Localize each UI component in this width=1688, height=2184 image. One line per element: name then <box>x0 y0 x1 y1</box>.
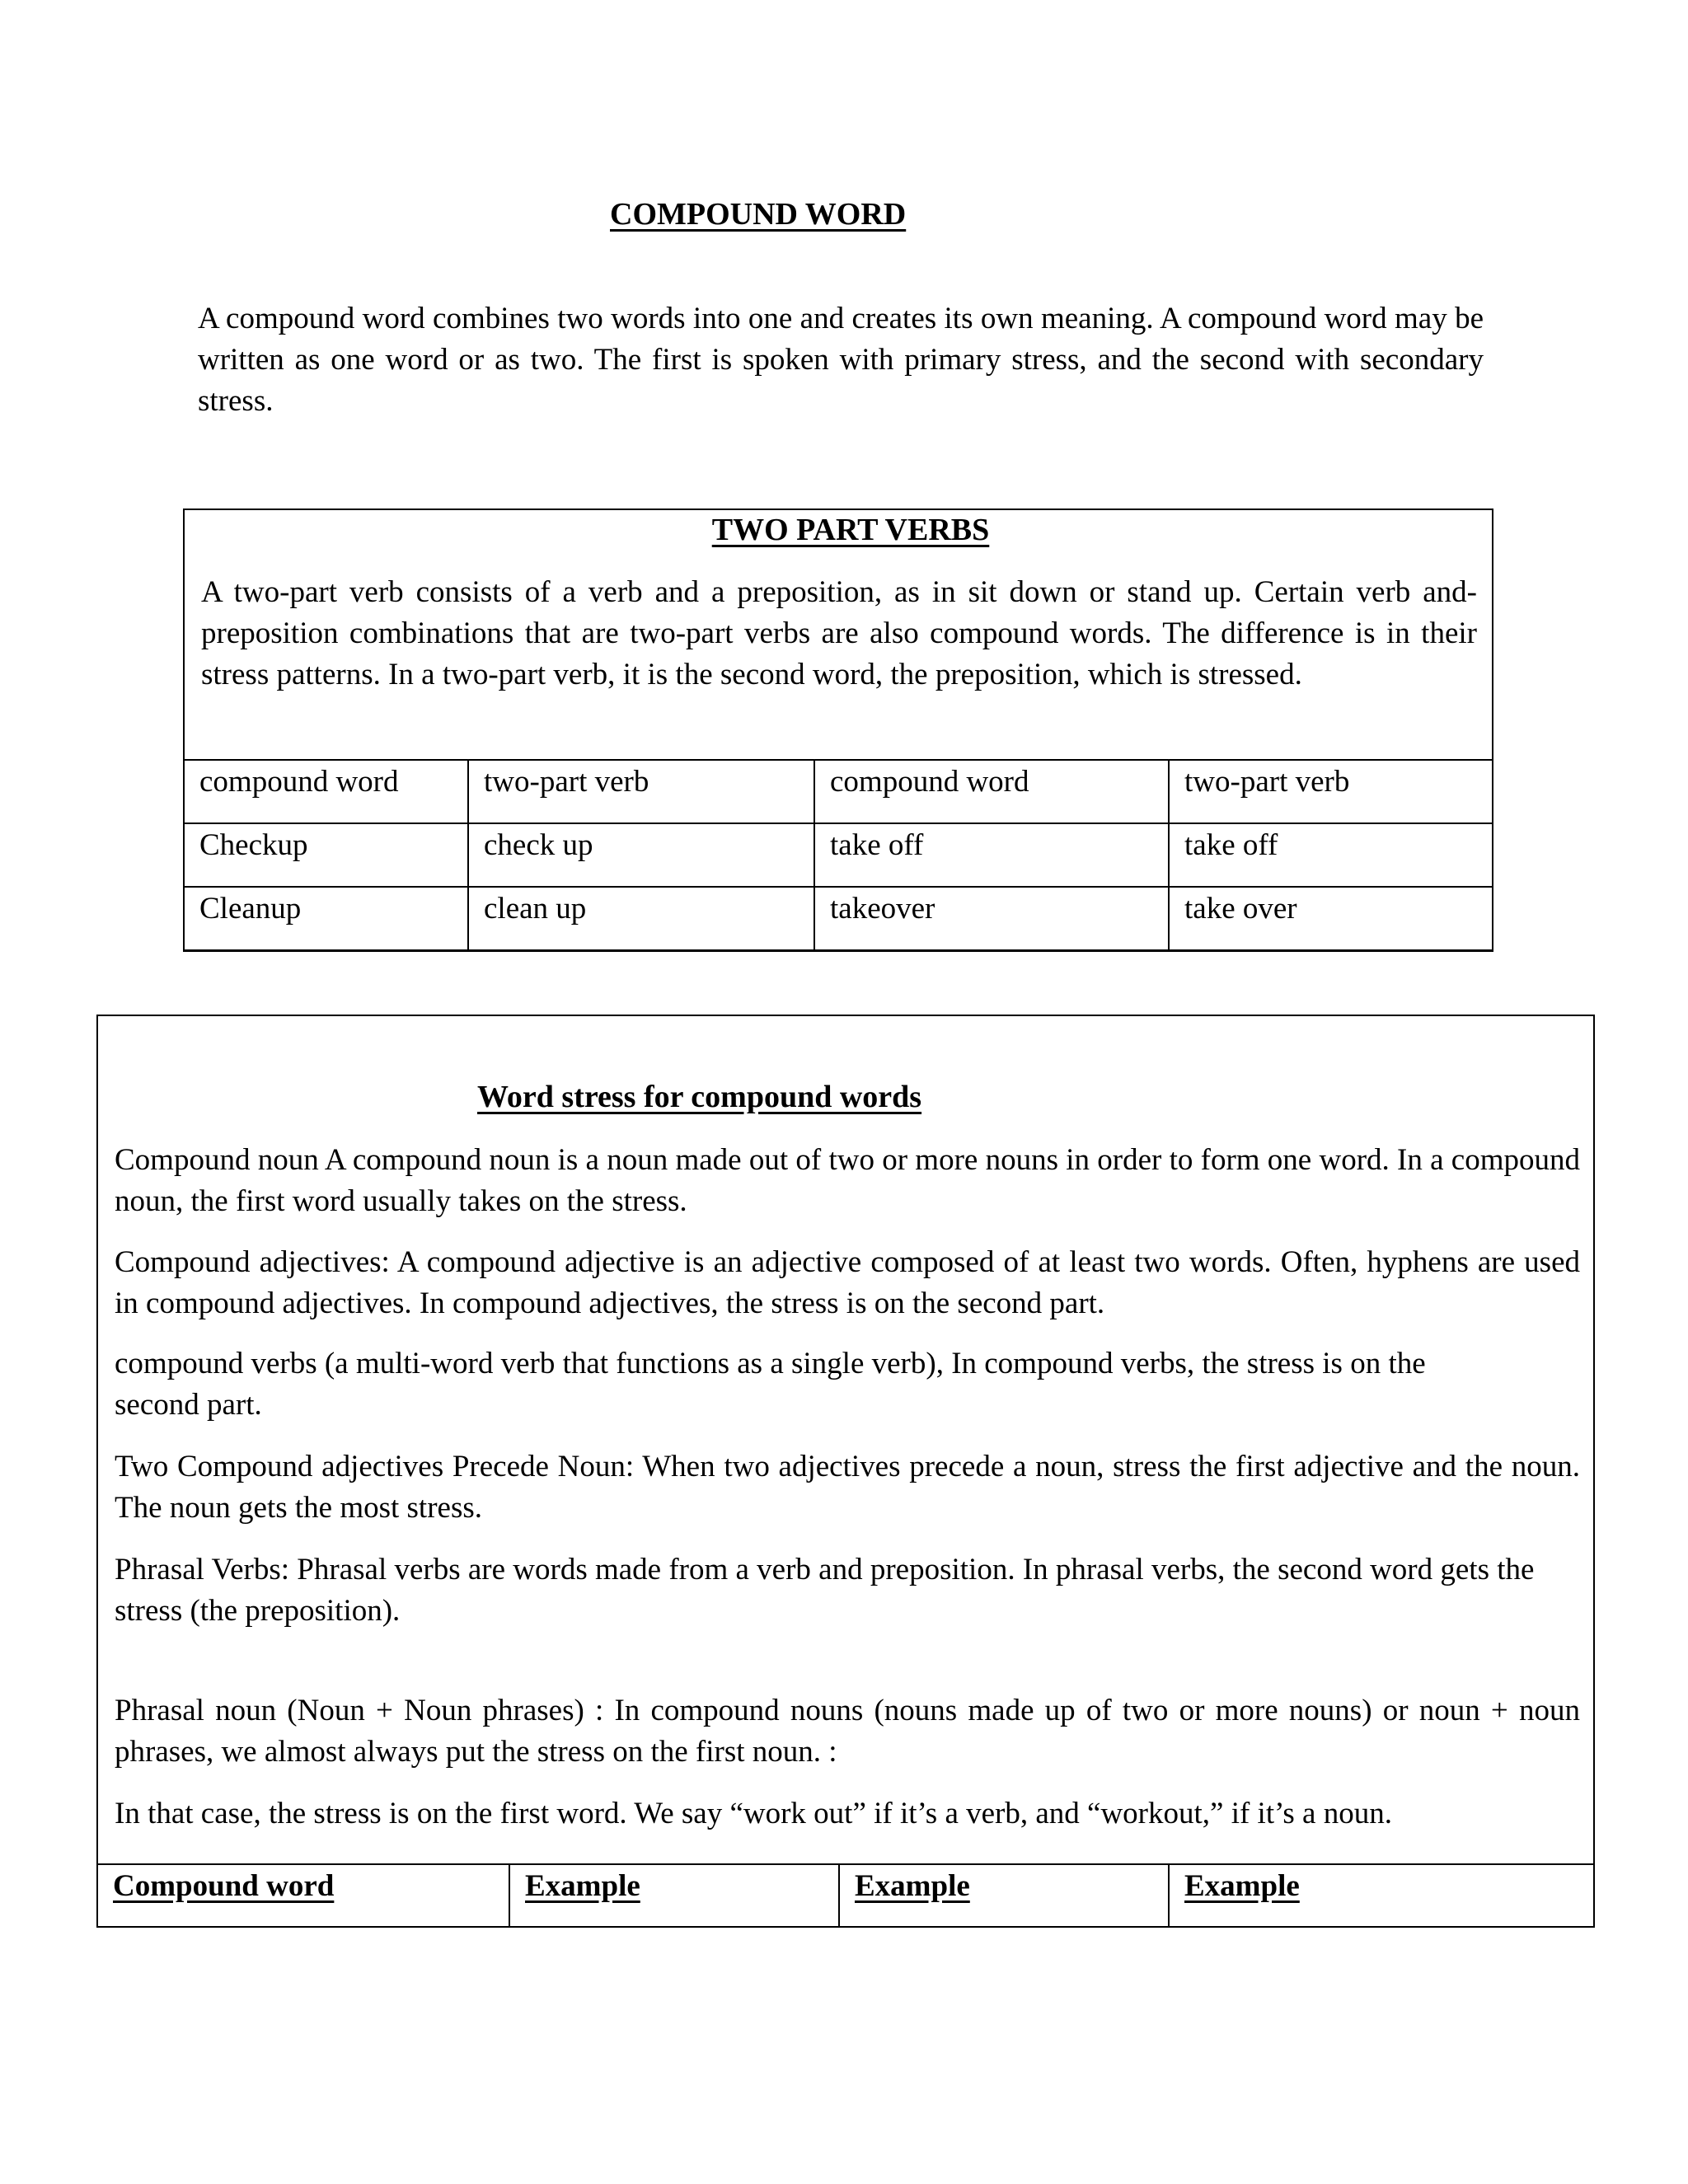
phrasal-verbs-paragraph: Phrasal Verbs: Phrasal verbs are words made from a verb and preposition. In phrasal verbs, the second word gets the stress (the preposition). <box>115 1553 1535 1628</box>
table-cell: compound word <box>184 760 468 823</box>
table-cell: Cleanup <box>184 887 468 950</box>
table-row <box>184 887 1493 950</box>
table-cell: take off <box>1169 823 1493 887</box>
intro-paragraph: A compound word combines two words into one and creates its own meaning. A compound word may be written as one word or as two. The first is spoken with primary stress, and the second with secondary stress. <box>198 302 1484 418</box>
work-out-paragraph: In that case, the stress is on the first word. We say “work out” if it’s a verb, and “workout,” if it’s a noun. <box>115 1797 1392 1830</box>
table-header-label: Example <box>855 1869 970 1903</box>
table-header-cell <box>97 1864 509 1927</box>
table-cell: take off <box>814 823 1169 887</box>
two-part-verbs-title: TWO PART VERBS <box>711 513 990 547</box>
table-header-label: Example <box>1184 1869 1300 1903</box>
table-row <box>184 760 1493 823</box>
table-header-cell <box>839 1864 1169 1927</box>
table-header-label: Compound word <box>113 1869 335 1903</box>
table-row <box>97 1864 1594 1927</box>
page-title: COMPOUND WORD <box>610 197 907 232</box>
table-row <box>184 823 1493 887</box>
table-cell: take over <box>1169 887 1493 950</box>
compound-adjectives-paragraph: Compound adjectives: A compound adjective is an adjective composed of at least two words. Often, hyphens are used in compound adjectives. In compound adjectives, the stress is on the second part. <box>115 1245 1580 1320</box>
compound-noun-paragraph: Compound noun A compound noun is a noun made out of two or more nouns in order to form one word. In a compound noun, the first word usually takes on the stress. <box>115 1143 1580 1218</box>
table-cell: check up <box>468 823 814 887</box>
two-part-verbs-box <box>183 509 1493 952</box>
word-stress-box <box>96 1015 1595 1928</box>
two-part-verbs-description: A two-part verb consists of a verb and a preposition, as in sit down or stand up. Certain verb and- preposition combinations that are two-part verbs are also compound words. The difference is in their stress patterns. In a two-part verb, it is the second word, the preposition, which is stressed. <box>201 575 1477 691</box>
table-cell: clean up <box>468 887 814 950</box>
compound-verbs-paragraph: compound verbs (a multi-word verb that functions as a single verb), In compound verbs, the stress is on the second part. <box>115 1347 1426 1422</box>
table-cell: takeover <box>814 887 1169 950</box>
table-header-label: Example <box>525 1869 640 1903</box>
table-cell: compound word <box>814 760 1169 823</box>
two-part-verbs-table <box>183 759 1493 951</box>
phrasal-noun-paragraph: Phrasal noun (Noun + Noun phrases) : In compound nouns (nouns made up of two or more nouns) or noun + noun phrases, we almost always put the stress on the first noun. : <box>115 1694 1580 1769</box>
table-cell: two-part verb <box>468 760 814 823</box>
table-cell: two-part verb <box>1169 760 1493 823</box>
table-header-cell <box>1169 1864 1594 1927</box>
table-header-cell <box>509 1864 839 1927</box>
word-stress-title: Word stress for compound words <box>477 1080 922 1114</box>
examples-table <box>96 1863 1595 1928</box>
table-cell: Checkup <box>184 823 468 887</box>
two-compound-adjectives-paragraph: Two Compound adjectives Precede Noun: When two adjectives precede a noun, stress the first adjective and the noun. The noun gets the most stress. <box>115 1450 1580 1525</box>
